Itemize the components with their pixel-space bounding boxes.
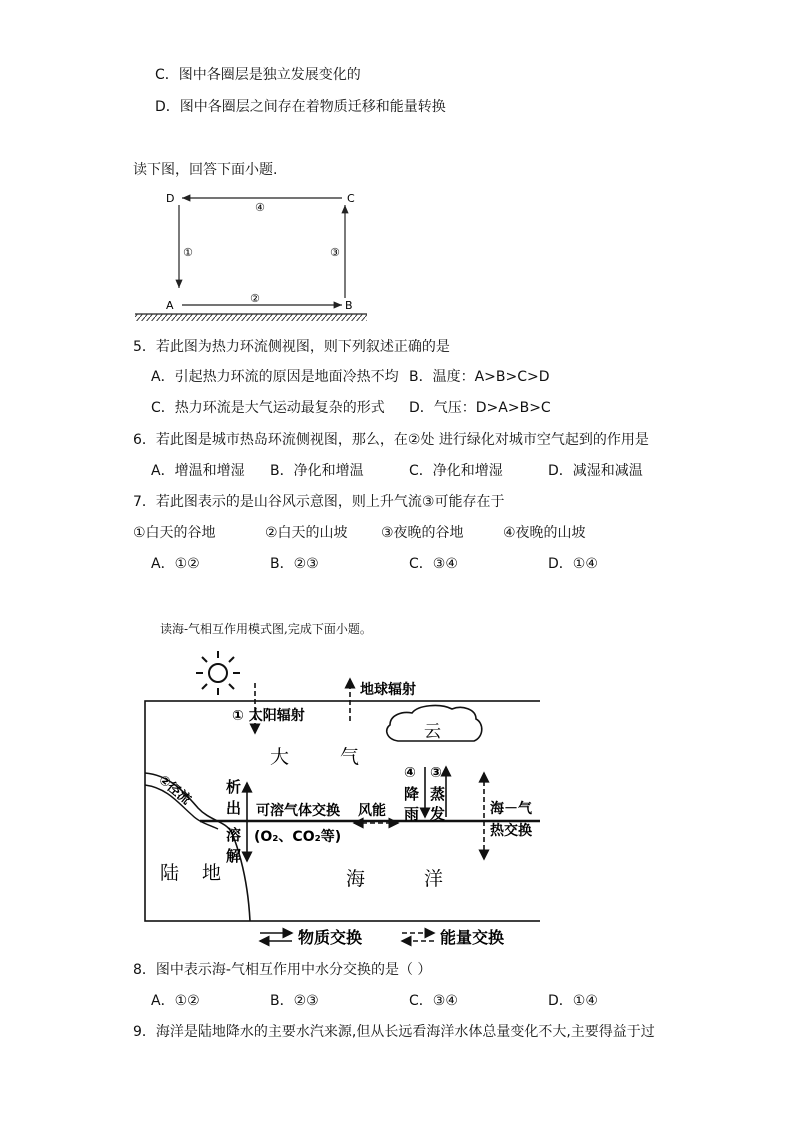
q6-option-d: D．减湿和减温 xyxy=(548,463,643,479)
heat-exchange-label-2: 热交换 xyxy=(490,823,532,839)
q8-option-a: A．①② xyxy=(151,993,200,1009)
q6-stem: 6．若此图是城市热岛环流侧视图，那么，在②处 进行绿化对城市空气起到的作用是 xyxy=(133,432,649,448)
q7-statement-3: ③夜晚的谷地 xyxy=(381,525,464,541)
rain-number: ④ xyxy=(404,765,416,781)
land-label-1: 陆 xyxy=(160,862,180,884)
sea-air-diagram xyxy=(140,643,540,953)
precipitate-label-2: 出 xyxy=(226,799,242,817)
q6-option-a: A．增温和增湿 xyxy=(151,463,245,479)
q5-stem: 5．若此图为热力环流侧视图，则下列叙述正确的是 xyxy=(133,339,450,355)
legend-energy-label: 能量交换 xyxy=(440,928,505,947)
q7-option-b: B．②③ xyxy=(270,556,319,572)
q6-option-c: C．净化和增湿 xyxy=(409,463,503,479)
q8-option-d: D．①④ xyxy=(548,993,598,1009)
solar-radiation-label: ① 太阳辐射 xyxy=(232,708,305,724)
q8-option-c: C．③④ xyxy=(409,993,458,1009)
point-b-label: B xyxy=(345,299,353,312)
point-c-label: C xyxy=(347,192,355,205)
cloud-label: 云 xyxy=(424,722,441,742)
ground-hatch xyxy=(135,314,367,321)
q8-stem: 8．图中表示海-气相互作用中水分交换的是（ ） xyxy=(133,962,432,978)
precipitate-label-1: 析 xyxy=(226,778,242,796)
point-a-label: A xyxy=(166,299,174,312)
q7-statement-4: ④夜晚的山坡 xyxy=(503,525,586,541)
wind-energy-label: 风能 xyxy=(358,803,386,819)
arrow-3-label: ③ xyxy=(330,246,340,259)
q5-option-d: D．气压：D>A>B>C xyxy=(409,400,551,416)
q5-option-a: A．引起热力环流的原因是地面冷热不均 xyxy=(151,369,399,385)
rain-label-2: 雨 xyxy=(404,805,420,823)
section2-intro: 读海-气相互作用模式图,完成下面小题。 xyxy=(160,622,372,636)
section1-intro: 读下图，回答下面小题. xyxy=(133,162,278,178)
circulation-diagram xyxy=(130,185,370,325)
q9-stem: 9．海洋是陆地降水的主要水汽来源,但从长远看海洋水体总量变化不大,主要得益于过 xyxy=(133,1024,655,1040)
q7-stem: 7．若此图表示的是山谷风示意图，则上升气流③可能存在于 xyxy=(133,494,505,510)
evaporation-label-1: 蒸 xyxy=(430,785,446,803)
dissolve-label-2: 解 xyxy=(226,847,242,865)
arrow-1-label: ① xyxy=(183,246,193,259)
q5-option-b: B．温度：A>B>C>D xyxy=(409,369,550,385)
q7-option-c: C．③④ xyxy=(409,556,458,572)
atmosphere-label-1: 大 xyxy=(270,746,290,768)
option-c-text: C．图中各圈层是独立发展变化的 xyxy=(155,67,361,83)
q7-statement-1: ①白天的谷地 xyxy=(133,525,216,541)
q7-statement-2: ②白天的山坡 xyxy=(265,525,348,541)
legend-mass-label: 物质交换 xyxy=(298,928,363,947)
earth-radiation-label: 地球辐射 xyxy=(360,682,416,698)
sun-icon xyxy=(196,651,240,695)
point-d-label: D xyxy=(166,192,175,205)
gas-exchange-label: 可溶气体交换 xyxy=(256,803,340,819)
arrow-4-label: ④ xyxy=(255,201,265,214)
q7-option-a: A．①② xyxy=(151,556,200,572)
atmosphere-label-2: 气 xyxy=(340,746,360,768)
ocean-label-1: 海 xyxy=(346,868,366,890)
q5-option-c: C．热力环流是大气运动最复杂的形式 xyxy=(151,400,385,416)
q8-option-b: B．②③ xyxy=(270,993,319,1009)
q7-option-d: D．①④ xyxy=(548,556,598,572)
land-label-2: 地 xyxy=(202,862,222,884)
evaporation-label-2: 发 xyxy=(430,805,446,823)
gas-exchange-detail: (O₂、CO₂等) xyxy=(254,829,342,845)
rain-label-1: 降 xyxy=(404,785,420,803)
q6-option-b: B．净化和增温 xyxy=(270,463,364,479)
ocean-label-2: 洋 xyxy=(424,868,444,890)
option-d-text: D．图中各圈层之间存在着物质迁移和能量转换 xyxy=(155,99,446,115)
arrow-2-label: ② xyxy=(250,292,260,305)
runoff-label: ②径流 xyxy=(155,772,194,808)
heat-exchange-label-1: 海－气 xyxy=(490,801,532,817)
dissolve-label-1: 溶 xyxy=(226,826,242,844)
evaporation-number: ③ xyxy=(430,765,442,781)
